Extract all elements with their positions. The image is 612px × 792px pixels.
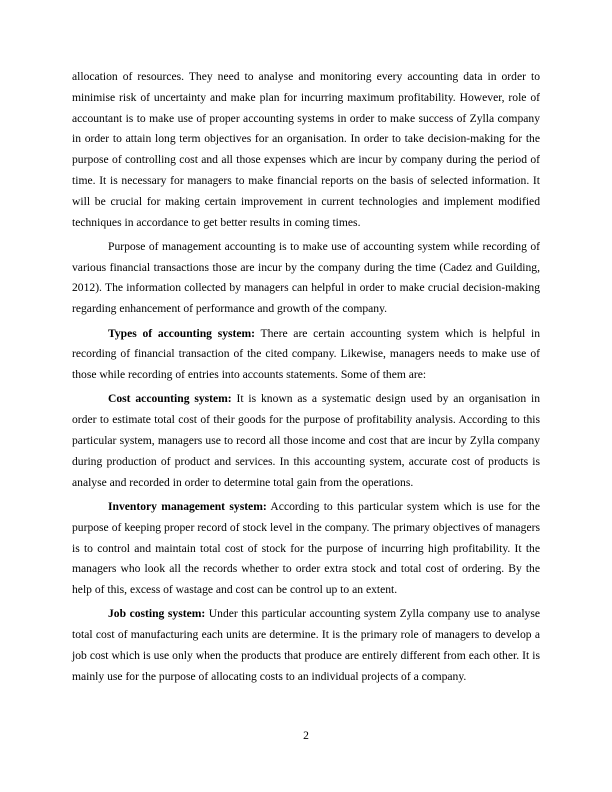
paragraph-inventory-management-system [72, 497, 540, 601]
paragraph-heading: Job costing system: [108, 607, 206, 621]
paragraph-heading: Types of accounting system: [108, 326, 256, 340]
document-body [72, 67, 540, 691]
paragraph-job-costing-system [72, 604, 540, 687]
paragraph-management-accounting-purpose [72, 237, 540, 320]
paragraph-heading: Inventory management system: [108, 499, 267, 513]
paragraph-resource-allocation [72, 67, 540, 233]
paragraph-text: According to this particular system which is use for the purpose of keeping proper record of stock level in the company. The primary objectives of managers is to control and maintain total cost of stock for the purpose of incurring high profitability. It the managers who look all the records whether to order extra stock and total cost of ordering. By the help of this, excess of wastage and cost can be control up to an extent. [72, 499, 540, 597]
paragraph-heading: Cost accounting system: [108, 392, 232, 406]
paragraph-text: allocation of resources. They need to analyse and monitoring every accounting data in order to minimise risk of uncertainty and make plan for incurring maximum profitability. However, role of accountant is to make use of proper accounting systems in order to make success of Zylla company in order to attain long term objectives for an organisation. In order to take decision-making for the purpose of controlling cost and all those expenses which are incur by company during the period of time. It is necessary for managers to make financial reports on the basis of selected information. It will be crucial for making certain improvement in current technologies and implement modified techniques in accordance to get better results in coming times. [72, 70, 540, 229]
paragraph-text: Under this particular accounting system Zylla company use to analyse total cost of manufacturing each units are determine. It is the primary role of managers to develop a job cost which is use only when the products that produce are entirely different from each other. It is mainly use for the purpose of allocating costs to an individual projects of a company. [72, 607, 540, 683]
paragraph-types-of-accounting-system [72, 324, 540, 386]
paragraph-text: It is known as a systematic design used by an organisation in order to estimate total cost of their goods for the purpose of profitability analysis. According to this particular system, managers use to record all those income and cost that are incur by Zylla company during production of product and services. In this accounting system, accurate cost of products is analyse and recorded in order to determine total gain from the operations. [72, 392, 540, 489]
page-number: 2 [303, 729, 309, 742]
paragraph-text: There are certain accounting system which is helpful in recording of financial transaction of the cited company. Likewise, managers needs to make use of those while recording of entries into accounts statements. Some of them are: [72, 326, 540, 382]
paragraph-cost-accounting-system [72, 389, 540, 493]
paragraph-text: Purpose of management accounting is to make use of accounting system while recording of various financial transactions those are incur by the company during the time (Cadez and Guilding, 2012). The information collected by managers can helpful in order to make crucial decision-making regarding enhancement of performance and growth of the company. [72, 239, 540, 316]
